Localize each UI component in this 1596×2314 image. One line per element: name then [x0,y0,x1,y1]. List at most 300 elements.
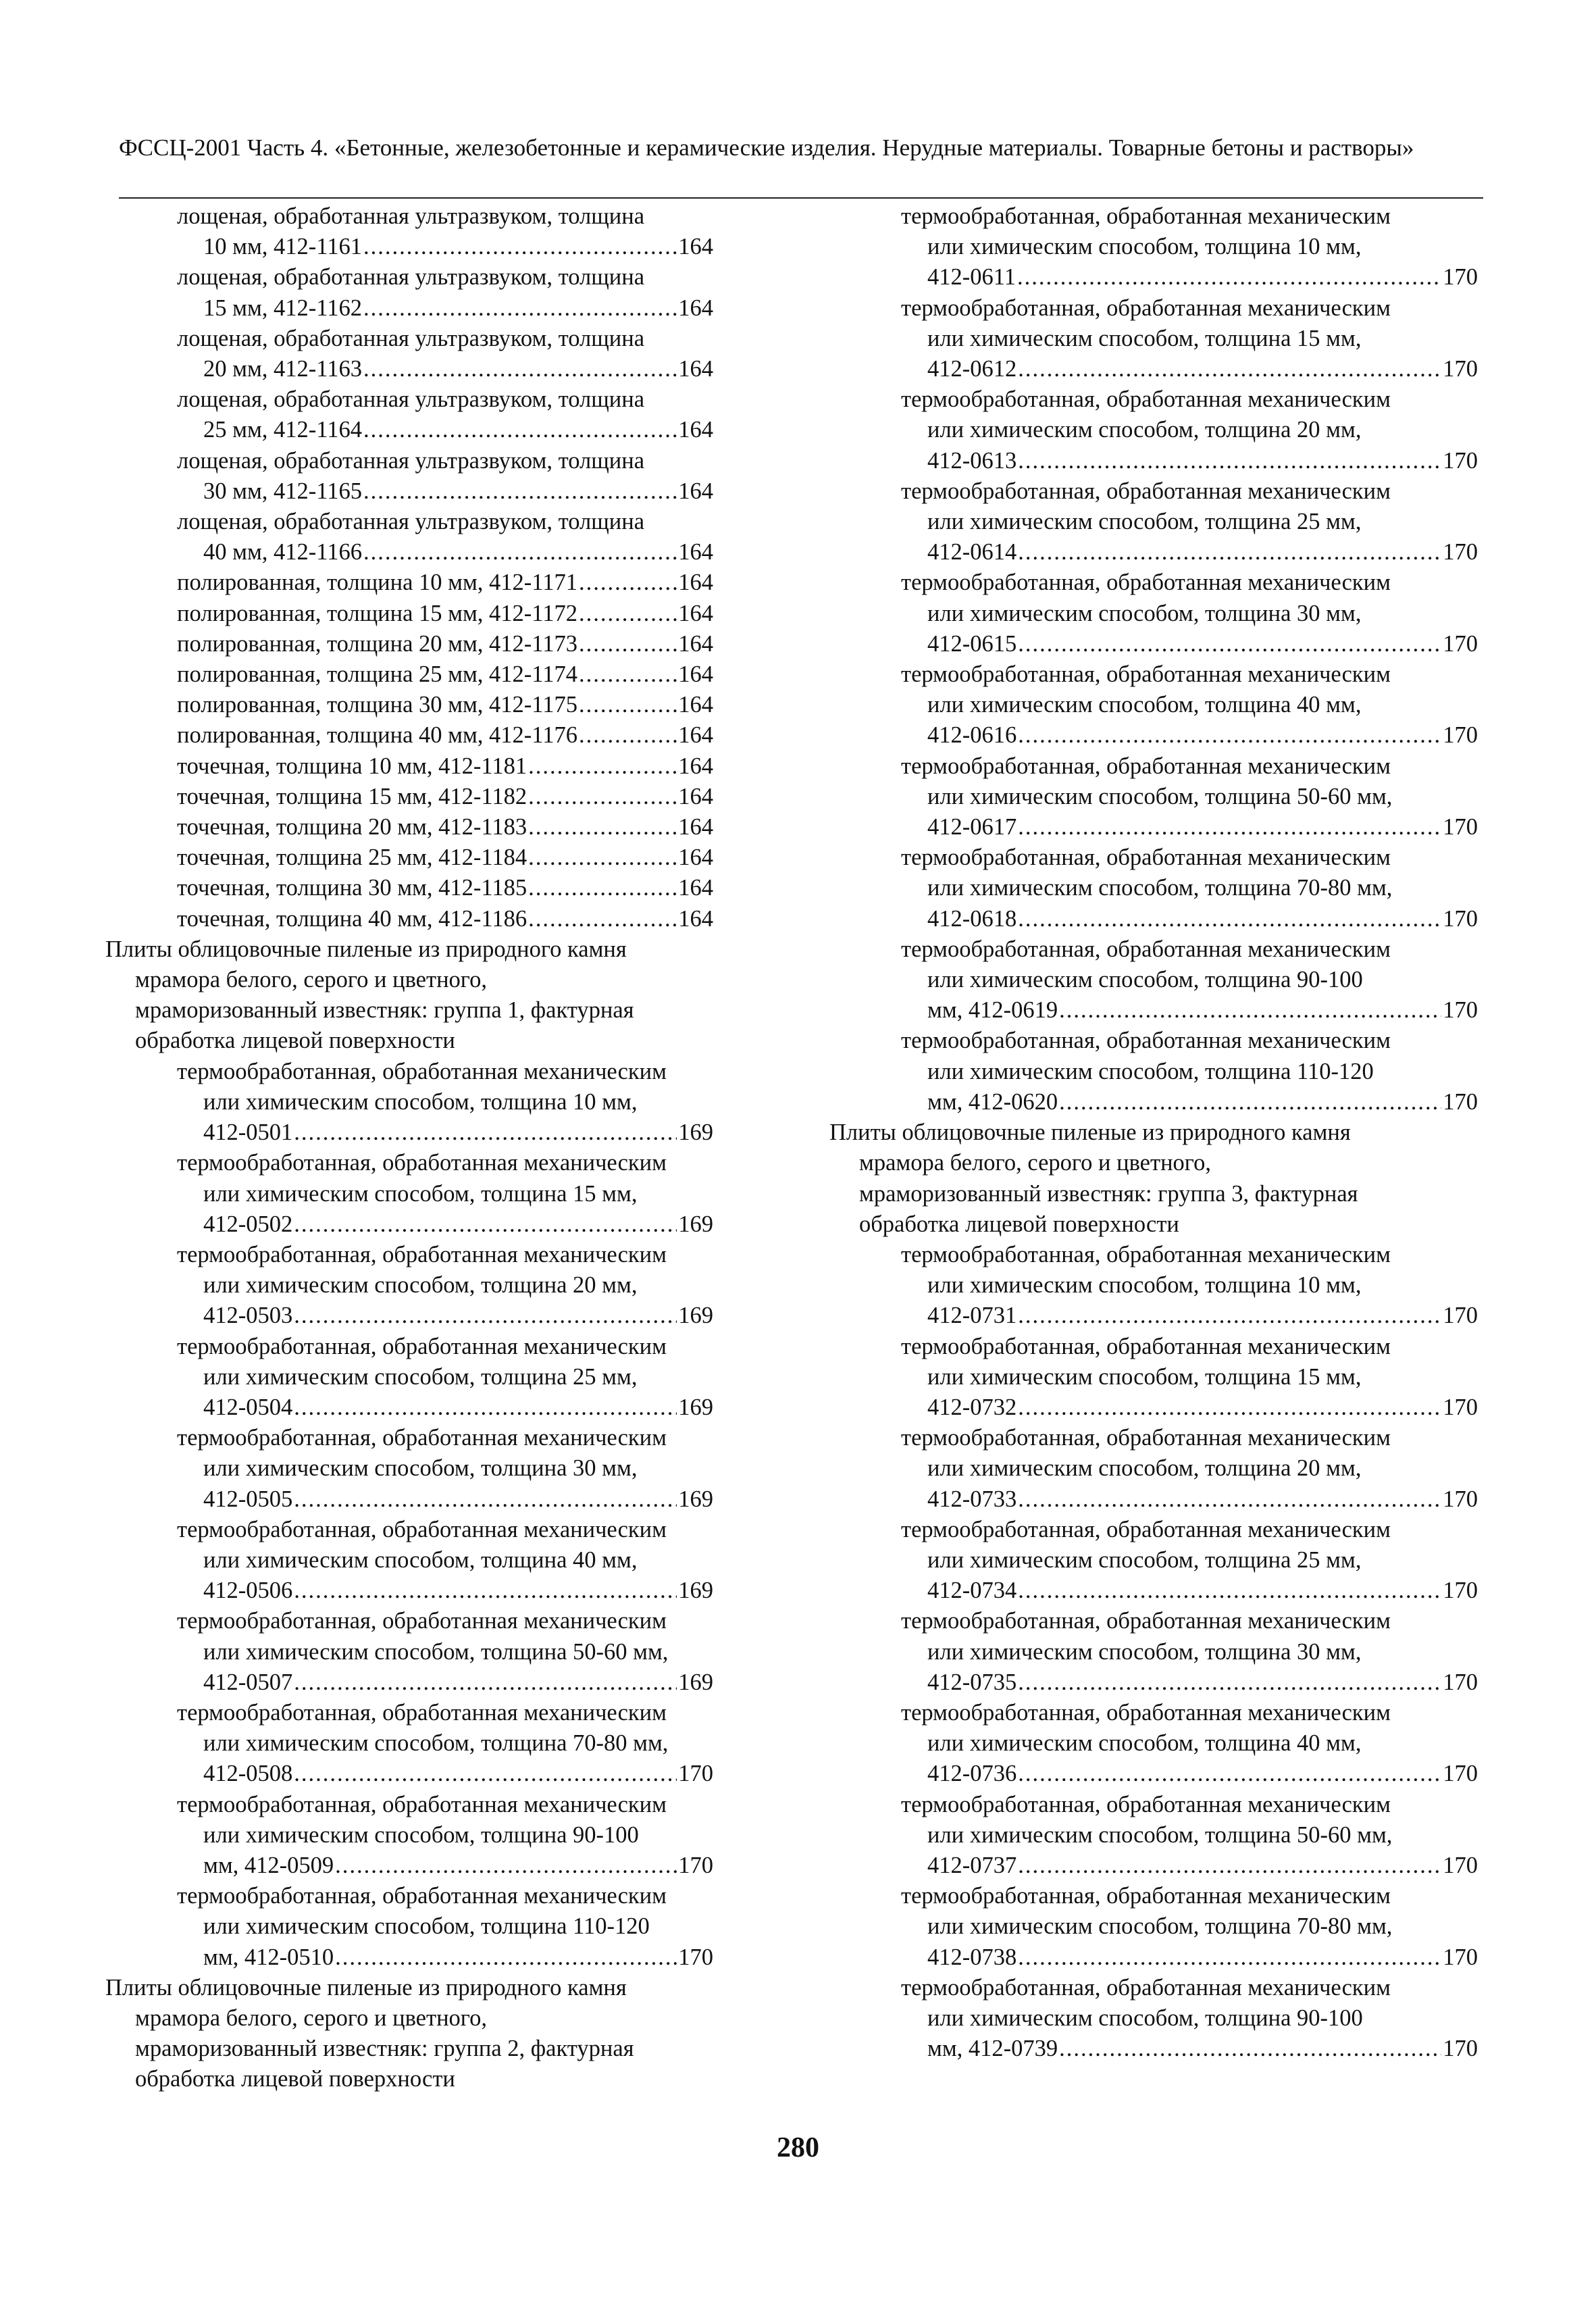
line-text: термообработанная, обработанная механическим [177,1150,667,1176]
index-entry [105,1209,713,1240]
index-text-line [105,1148,767,1178]
index-text-line [829,1728,1478,1759]
entry-text: 412-0611 [927,264,1016,291]
entry-page-number: 170 [1443,264,1478,291]
entry-text: 412-0731 [927,1303,1017,1329]
entry-page-number: 164 [678,539,713,565]
entry-page-number: 170 [1443,1394,1478,1420]
entry-text: 412-0737 [927,1852,1017,1878]
entry-page-number: 169 [678,1394,713,1420]
line-text: или химическим способом, толщина 10 мм, [927,234,1362,260]
entry-page-number: 164 [678,905,713,932]
index-text-line [105,934,767,965]
dot-leader [335,1851,677,1881]
index-text-line [105,1332,767,1362]
index-entry [829,446,1478,476]
entry-text: 412-0738 [927,1944,1017,1970]
entry-page-number: 170 [1443,1303,1478,1329]
entry-page-number: 170 [1443,1944,1478,1970]
dot-leader [579,568,677,598]
entry-page-number: 164 [678,417,713,443]
entry-text: полированная, толщина 30 мм, 412-1175 [177,692,578,718]
index-text-line [829,751,1478,782]
header-divider [119,197,1483,199]
index-text-line [829,1240,1478,1270]
index-text-line [829,2003,1478,2034]
line-text: или химическим способом, толщина 70-80 мм, [927,1913,1393,1940]
line-text: термообработанная, обработанная механическим [901,1516,1391,1542]
index-entry [105,842,713,873]
index-text-line [829,1332,1478,1362]
entry-text: полированная, толщина 25 мм, 412-1174 [177,661,578,688]
index-text-line [829,384,1478,415]
index-entry [105,659,713,690]
index-entry [829,904,1478,934]
line-text: мрамора белого, серого и цветного, [135,2005,487,2031]
index-entry [829,1942,1478,1973]
entry-page-number: 170 [678,1944,713,1970]
dot-leader [1018,1942,1441,1973]
index-entry [105,354,713,384]
index-entry [105,1484,713,1515]
entry-page-number: 164 [678,753,713,779]
line-text: или химическим способом, толщина 50-60 мм, [927,1821,1393,1848]
index-text-line [829,324,1478,354]
entry-text: мм, 412-0510 [203,1944,334,1970]
entry-text: 412-0508 [203,1761,293,1787]
dot-leader [579,720,677,751]
line-text: термообработанная, обработанная механическим [177,1333,667,1359]
entry-text: 412-0617 [927,814,1017,840]
index-text-line [105,1881,767,1911]
line-text: лощеная, обработанная ультразвуком, толщина [177,325,645,351]
index-text-line [829,1790,1478,1820]
entry-page-number: 164 [678,630,713,657]
dot-leader [363,415,677,445]
index-text-line [829,965,1478,995]
entry-text: 412-0613 [927,447,1017,474]
entry-text: 20 мм, 412-1163 [203,356,362,382]
entry-page-number: 169 [678,1303,713,1329]
entry-text: 412-0504 [203,1394,293,1420]
index-entry [829,1576,1478,1606]
line-text: лощеная, обработанная ультразвуком, толщина [177,386,645,413]
index-text-line [829,201,1478,232]
dot-leader [1018,1851,1441,1881]
index-text-line [105,1240,767,1270]
line-text: или химическим способом, толщина 90-100 [927,2005,1363,2031]
line-text: или химическим способом, толщина 30 мм, [927,600,1362,626]
entry-page-number: 170 [1443,539,1478,565]
index-text-line [105,1698,767,1728]
entry-text: 412-0735 [927,1669,1017,1695]
dot-leader [1018,1484,1441,1515]
page-number: 280 [777,2132,819,2163]
index-entry [829,1392,1478,1423]
index-text-line [829,782,1478,812]
index-text-line [105,1087,767,1117]
line-text: термообработанная, обработанная механическим [901,845,1391,871]
index-text-line [829,1881,1478,1911]
dot-leader [363,232,677,262]
index-text-line [105,262,767,293]
line-text: термообработанная, обработанная механическим [177,1058,667,1084]
index-text-line [829,1148,1478,1178]
index-entry [105,568,713,598]
dot-leader [1018,1301,1441,1331]
line-text: термообработанная, обработанная механическим [901,478,1391,504]
line-text: лощеная, обработанная ультразвуком, толщина [177,203,645,229]
dot-leader [1018,1576,1441,1606]
index-text-line [105,995,767,1026]
index-entry [105,1392,713,1423]
entry-text: 412-0734 [927,1578,1017,1604]
index-text-line [105,1911,767,1942]
index-entry [105,293,713,324]
entry-text: 412-0615 [927,630,1017,657]
line-text: мраморизованный известняк: группа 1, фактурная [135,997,634,1024]
index-entry [105,476,713,507]
index-text-line [829,1270,1478,1301]
line-text: или химическим способом, толщина 90-100 [203,1821,639,1848]
header-title: ФССЦ-2001 Часть 4. «Бетонные, железобетонные и керамические изделия. Нерудные материалы. Товарные бетоны и растворы» [119,134,1414,161]
index-text-line [105,1820,767,1851]
index-text-line [829,1453,1478,1484]
index-text-line [829,1637,1478,1667]
entry-text: 25 мм, 412-1164 [203,417,362,443]
line-text: термообработанная, обработанная механическим [901,570,1391,596]
index-text-line [829,690,1478,720]
entry-page-number: 164 [678,570,713,596]
line-text: мрамора белого, серого и цветного, [859,1150,1211,1176]
entry-page-number: 169 [678,1669,713,1695]
line-text: Плиты облицовочные пиленые из природного камня [829,1120,1351,1146]
index-text-line [105,1057,767,1087]
index-entry [105,904,713,934]
dot-leader [1059,1087,1441,1117]
index-entry [105,1576,713,1606]
line-text: мраморизованный известняк: группа 3, фактурная [859,1180,1358,1207]
entry-page-number: 170 [1443,997,1478,1024]
index-entry [105,690,713,720]
index-text-line [105,446,767,476]
line-text: или химическим способом, толщина 25 мм, [927,509,1362,535]
index-text-line [829,1911,1478,1942]
index-entry [829,1851,1478,1881]
index-entry [829,1759,1478,1789]
index-text-line [105,1637,767,1667]
index-text-line [829,1362,1478,1392]
entry-text: мм, 412-0739 [927,2036,1058,2062]
index-entry [829,2034,1478,2064]
line-text: термообработанная, обработанная механическим [901,1699,1391,1726]
index-text-line [105,2064,767,2094]
dot-leader [579,659,677,690]
entry-page-number: 164 [678,295,713,321]
index-text-line [829,842,1478,873]
line-text: Плиты облицовочные пиленые из природного камня [105,1974,627,2001]
index-text-line [829,873,1478,903]
dot-leader [579,629,677,659]
index-text-line [105,1026,767,1056]
index-text-line [105,1515,767,1545]
line-text: лощеная, обработанная ультразвуком, толщина [177,447,645,474]
line-text: термообработанная, обработанная механическим [901,1333,1391,1359]
line-text: термообработанная, обработанная механическим [901,295,1391,321]
dot-leader [528,842,677,873]
entry-page-number: 164 [678,692,713,718]
index-entry [105,812,713,842]
dot-leader [363,293,677,324]
entry-text: 30 мм, 412-1165 [203,478,362,504]
index-entry [105,1759,713,1789]
entry-page-number: 164 [678,814,713,840]
line-text: термообработанная, обработанная механическим [901,203,1391,229]
dot-leader [1018,1759,1441,1789]
dot-leader [294,1301,677,1331]
line-text: или химическим способом, толщина 50-60 мм, [203,1638,669,1665]
index-text-line [105,1973,767,2003]
dot-leader [294,1576,677,1606]
index-text-line [105,1453,767,1484]
index-entry [829,629,1478,659]
dot-leader [1018,1667,1441,1698]
line-text: или химическим способом, толщина 70-80 мм, [927,875,1393,901]
entry-page-number: 164 [678,234,713,260]
index-text-line [829,1545,1478,1576]
page-header [119,132,1483,164]
line-text: термообработанная, обработанная механическим [901,1883,1391,1909]
entry-text: 412-0736 [927,1761,1017,1787]
index-text-line [829,1820,1478,1851]
entry-text: точечная, толщина 10 мм, 412-1181 [177,753,527,779]
entry-page-number: 164 [678,845,713,871]
index-entry [105,782,713,812]
dot-leader [363,354,677,384]
entry-page-number: 170 [1443,2036,1478,2062]
index-entry [829,537,1478,568]
dot-leader [528,873,677,903]
index-text-line [829,1057,1478,1087]
entry-text: 412-0612 [927,356,1017,382]
index-text-line [105,324,767,354]
entry-text: полированная, толщина 40 мм, 412-1176 [177,722,578,749]
index-text-line [105,1423,767,1453]
line-text: термообработанная, обработанная механическим [901,661,1391,688]
line-text: термообработанная, обработанная механическим [177,1608,667,1634]
entry-text: 10 мм, 412-1161 [203,234,362,260]
entry-text: 412-0505 [203,1486,293,1512]
line-text: или химическим способом, толщина 10 мм, [203,1088,638,1115]
dot-leader [579,599,677,629]
index-text-line [105,2034,767,2064]
index-entry [105,1942,713,1973]
entry-text: 412-0507 [203,1669,293,1695]
entry-text: полированная, толщина 20 мм, 412-1173 [177,630,578,657]
index-entry [829,1484,1478,1515]
dot-leader [294,1209,677,1240]
index-text-line [105,1545,767,1576]
entry-text: мм, 412-0509 [203,1852,334,1878]
dot-leader [1018,1392,1441,1423]
dot-leader [1018,354,1441,384]
index-text-line [105,1179,767,1209]
entry-text: точечная, толщина 20 мм, 412-1183 [177,814,527,840]
index-entry [105,751,713,782]
index-text-line [829,1698,1478,1728]
index-entry [105,415,713,445]
entry-text: 412-0506 [203,1578,293,1604]
line-text: термообработанная, обработанная механическим [901,1608,1391,1634]
index-entry [105,873,713,903]
index-text-line [105,507,767,537]
index-text-line [829,415,1478,445]
line-text: термообработанная, обработанная механическим [177,1883,667,1909]
entry-text: 40 мм, 412-1166 [203,539,362,565]
dot-leader [1018,812,1441,842]
entry-text: 412-0618 [927,905,1017,932]
entry-page-number: 170 [678,1852,713,1878]
index-entry [105,1667,713,1698]
index-entry [829,720,1478,751]
index-text-line [105,384,767,415]
entry-text: точечная, толщина 40 мм, 412-1186 [177,905,527,932]
dot-leader [579,690,677,720]
entry-page-number: 169 [678,1578,713,1604]
line-text: мраморизованный известняк: группа 2, фактурная [135,2036,634,2062]
entry-page-number: 164 [678,600,713,626]
index-entry [105,629,713,659]
line-text: или химическим способом, толщина 40 мм, [203,1546,638,1573]
dot-leader [528,782,677,812]
line-text: мрамора белого, серого и цветного, [135,967,487,993]
line-text: термообработанная, обработанная механическим [901,1791,1391,1817]
index-text-line [105,1728,767,1759]
entry-text: 412-0502 [203,1211,293,1237]
entry-page-number: 170 [1443,1669,1478,1695]
index-text-line [829,1423,1478,1453]
line-text: или химическим способом, толщина 70-80 мм, [203,1730,669,1757]
index-entry [105,232,713,262]
index-text-line [829,599,1478,629]
entry-text: мм, 412-0620 [927,1088,1058,1115]
line-text: или химическим способом, толщина 30 мм, [927,1638,1362,1665]
index-entry [105,1117,713,1148]
index-entry [829,354,1478,384]
index-text-line [829,507,1478,537]
index-text-line [829,1179,1478,1209]
dot-leader [1018,446,1441,476]
line-text: термообработанная, обработанная механическим [177,1699,667,1726]
dot-leader [1017,262,1441,293]
line-text: термообработанная, обработанная механическим [901,1241,1391,1267]
index-text-line [105,1606,767,1636]
index-text-line [829,293,1478,324]
entry-page-number: 164 [678,722,713,749]
line-text: термообработанная, обработанная механическим [901,1974,1391,2001]
entry-page-number: 170 [1443,1486,1478,1512]
line-text: или химическим способом, толщина 15 мм, [927,325,1362,351]
index-text-line [829,1606,1478,1636]
entry-text: мм, 412-0619 [927,997,1058,1024]
index-text-line [105,2003,767,2034]
entry-page-number: 170 [1443,814,1478,840]
entry-page-number: 170 [1443,1761,1478,1787]
dot-leader [1018,537,1441,568]
line-text: или химическим способом, толщина 25 мм, [927,1546,1362,1573]
entry-text: точечная, толщина 15 мм, 412-1182 [177,783,527,809]
dot-leader [294,1117,677,1148]
entry-text: полированная, толщина 10 мм, 412-1171 [177,570,578,596]
line-text: или химическим способом, толщина 15 мм, [927,1363,1362,1390]
line-text: термообработанная, обработанная механическим [901,753,1391,779]
dot-leader [335,1942,677,1973]
entry-page-number: 170 [1443,447,1478,474]
line-text: или химическим способом, толщина 90-100 [927,967,1363,993]
dot-leader [528,751,677,782]
entry-text: точечная, толщина 30 мм, 412-1185 [177,875,527,901]
entry-page-number: 164 [678,478,713,504]
dot-leader [1018,629,1441,659]
line-text: лощеная, обработанная ультразвуком, толщина [177,509,645,535]
entry-text: 412-0616 [927,722,1017,749]
dot-leader [363,476,677,507]
dot-leader [363,537,677,568]
index-entry [105,537,713,568]
dot-leader [294,1392,677,1423]
entry-page-number: 164 [678,875,713,901]
entry-text: 412-0733 [927,1486,1017,1512]
dot-leader [528,904,677,934]
entry-page-number: 169 [678,1211,713,1237]
entry-page-number: 170 [1443,905,1478,932]
entry-page-number: 170 [1443,1852,1478,1878]
line-text: или химическим способом, толщина 20 мм, [927,417,1362,443]
index-entry [105,1301,713,1331]
index-text-line [829,476,1478,507]
line-text: или химическим способом, толщина 25 мм, [203,1363,638,1390]
dot-leader [1018,720,1441,751]
entry-page-number: 169 [678,1486,713,1512]
index-text-line [105,1362,767,1392]
line-text: обработка лицевой поверхности [135,1028,455,1054]
line-text: или химическим способом, толщина 20 мм, [927,1455,1362,1482]
line-text: или химическим способом, толщина 40 мм, [927,692,1362,718]
index-text-line [829,1209,1478,1240]
line-text: обработка лицевой поверхности [135,2066,455,2092]
entry-page-number: 169 [678,1120,713,1146]
line-text: термообработанная, обработанная механическим [901,1028,1391,1054]
index-text-line [829,1973,1478,2003]
line-text: обработка лицевой поверхности [859,1211,1179,1237]
index-text-line [105,965,767,995]
index-text-line [829,232,1478,262]
entry-page-number: 170 [1443,356,1478,382]
index-text-line [829,1117,1478,1148]
entry-page-number: 170 [1443,1578,1478,1604]
dot-leader [294,1484,677,1515]
dot-leader [1018,904,1441,934]
dot-leader [528,812,677,842]
dot-leader [294,1667,677,1698]
index-column-left [105,201,767,2095]
entry-text: 412-0503 [203,1303,293,1329]
index-entry [829,262,1478,293]
entry-page-number: 164 [678,356,713,382]
index-entry [105,599,713,629]
index-text-line [829,1515,1478,1545]
line-text: или химическим способом, толщина 30 мм, [203,1455,638,1482]
